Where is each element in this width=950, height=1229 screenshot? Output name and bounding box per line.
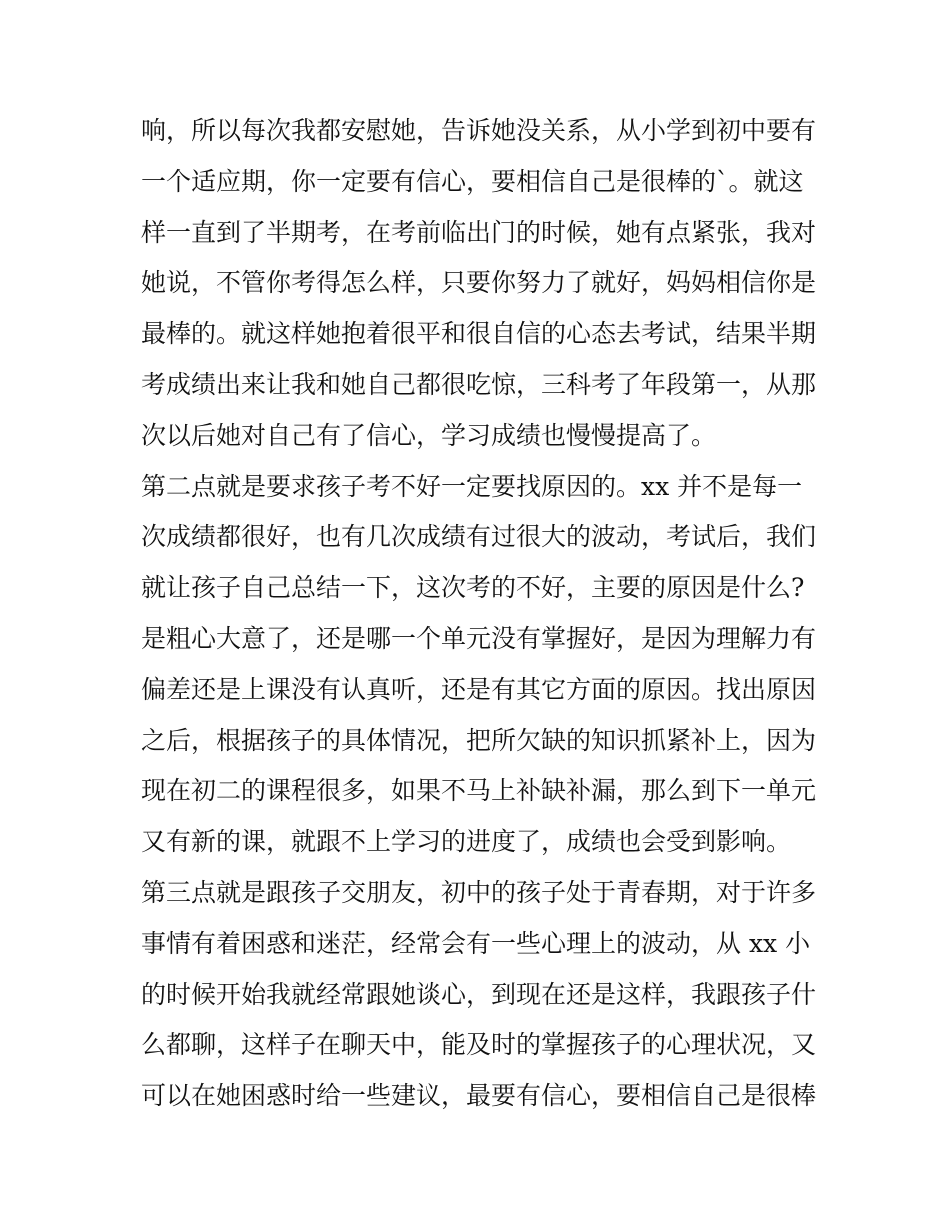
text-line: 次以后她对自己有了信心，学习成绩也慢慢提高了。 [141, 420, 717, 450]
text-line: 第三点就是跟孩子交朋友，初中的孩子处于青春期，对于许多 [141, 877, 817, 907]
text-line: 偏差还是上课没有认真听，还是有其它方面的原因。找出原因 [141, 674, 817, 704]
text-line: 一个适应期，你一定要有信心，要相信自己是很棒的`。就这 [141, 166, 804, 196]
text-line: 可以在她困惑时给一些建议，最要有信心，要相信自己是很棒 [141, 1081, 817, 1111]
text-line: 响，所以每次我都安慰她，告诉她没关系，从小学到初中要有 [141, 116, 817, 145]
text-line: 又有新的课，就跟不上学习的进度了，成绩也会受到影响。 [141, 827, 792, 857]
text-line: 最棒的。就这样她抱着很平和很自信的心态去考试，结果半期 [141, 319, 817, 349]
text-line: 就让孩子自己总结一下，这次考的不好，主要的原因是什么? [141, 573, 805, 603]
text-line: 考成绩出来让我和她自己都很吃惊，三科考了年段第一，从那 [141, 369, 817, 399]
text-line: 样一直到了半期考，在考前临出门的时候，她有点紧张，我对 [141, 217, 817, 247]
text-line: 她说，不管你考得怎么样，只要你努力了就好，妈妈相信你是 [141, 268, 817, 298]
text-line: 次成绩都很好，也有几次成绩有过很大的波动，考试后，我们 [141, 522, 817, 552]
text-line: 事情有着困惑和迷茫，经常会有一些心理上的波动，从 xx 小 [141, 928, 811, 958]
body-text [141, 106, 821, 1122]
text-line: 之后，根据孩子的具体情况，把所欠缺的知识抓紧补上，因为 [141, 725, 817, 755]
text-line: 么都聊，这样子在聊天中，能及时的掌握孩子的心理状况，又 [141, 1030, 817, 1060]
text-line: 现在初二的课程很多，如果不马上补缺补漏，那么到下一单元 [141, 776, 817, 806]
text-line: 的时候开始我就经常跟她谈心，到现在还是这样，我跟孩子什 [141, 979, 817, 1009]
text-line: 是粗心大意了，还是哪一个单元没有掌握好，是因为理解力有 [141, 623, 817, 653]
text-line: 第二点就是要求孩子考不好一定要找原因的。xx 并不是每一 [141, 471, 803, 501]
